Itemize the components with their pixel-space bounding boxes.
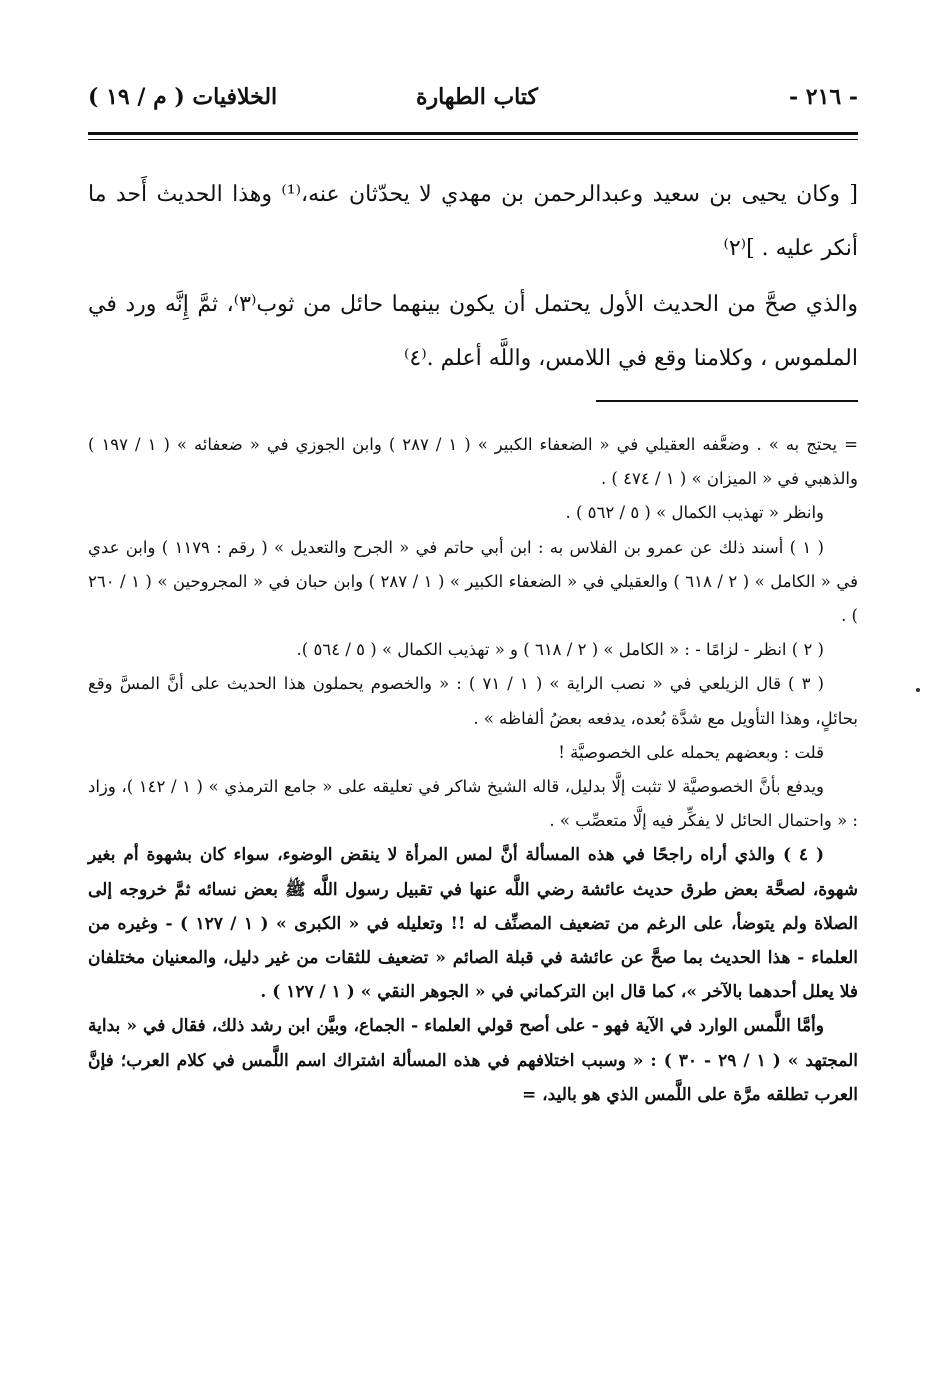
footnote-1: ( ١ ) أسند ذلك عن عمرو بن الفلاس به : ابن أبي حاتم في « الجرح والتعديل » ( رقم : ١١٧٩ ) وابن عدي في « الكامل » ( ٢ / ٦١٨ ) والعقيلي في « الضعفاء الكبير » ( ١ / ٢٨٧ ) وابن حبان في « المجروحين » ( ١ / ٢٦٠ ) . <box>88 537 858 626</box>
footnotes <box>88 428 858 1112</box>
main-text <box>88 168 858 386</box>
header-rule-thick <box>88 132 858 135</box>
page-number: - ٢١٦ - <box>788 84 858 110</box>
main-paragraph-1: [ وكان يحيى بن سعيد وعبدالرحمن بن مهدي لا يحدّثان عنه،⁽¹⁾ وهذا الحديث أَحد ما أنكر عليه . ]⁽٢⁾ <box>88 182 858 261</box>
footnote-4-continued: وأمَّا اللَّمس الوارد في الآية فهو - على أصح قولي العلماء - الجماع، وبيَّن ابن رشد ذلك، فقال في « بداية المجتهد » ( ١ / ٢٩ - ٣٠ ) : « وسبب اختلافهم في هذه المسألة اشتراك اسم اللَّمس في كلام العرب؛ فإنَّ العرب تطلقه مرَّة على اللَّمس الذي هو باليد، = <box>88 1016 858 1105</box>
footnote-2: ( ٢ ) انظر - لزامًا - : « الكامل » ( ٢ / ٦١٨ ) و « تهذيب الكمال » ( ٥ / ٥٦٤ ). <box>296 640 824 660</box>
header-rule-thin <box>88 139 858 140</box>
volume-title: الخلافيات ( م / ١٩ ) <box>88 84 278 110</box>
page-header <box>88 80 858 120</box>
main-paragraph-2: والذي صحَّ من الحديث الأول يحتمل أن يكون بينهما حائل من ثوب⁽٣⁾، ثمَّ إِنَّه ورد في الملموس ، وكلامنا وقع في اللامس، واللَّه أعلم .⁽٤⁾ <box>88 292 858 371</box>
book-title: كتاب الطهارة <box>415 84 538 110</box>
footnote-4: ( ٤ ) والذي أراه راجحًا في هذه المسألة أنَّ لمس المرأة لا ينقض الوضوء، سواء كان بشهوة أم بغير شهوة، لصحَّة بعض طرق حديث عائشة رضي اللَّه عنها في تقبيل رسول اللَّه ﷺ بعض نسائه ثمَّ خروجه إلى الصلاة ولم يتوضأ، على الرغم من تضعيف المصنِّف له !! وتعليله في « الكبرى » ( ١ / ١٢٧ ) - وغيره من العلماء - هذا الحديث بما صحَّ عن عائشة في قبلة الصائم « تضعيف للثقات من غير دليل، والمعنيان مختلفان فلا يعلل أحدهما بالآخر »، كما قال ابن التركماني في « الجوهر النقي » ( ١ / ١٢٧ ) . <box>88 845 859 1003</box>
footnote-3-comment: قلت : وبعضهم يحمله على الخصوصيَّة ! <box>558 742 824 762</box>
footnote-see-also: وانظر « تهذيب الكمال » ( ٥ / ٥٦٢ ) . <box>565 503 824 523</box>
footnote-continuation: = يحتج به » . وضعَّفه العقيلي في « الضعفاء الكبير » ( ١ / ٢٨٧ ) وابن الجوزي في « ضعفائه » ( ١ / ١٩٧ ) والذهبي في « الميزان » ( ١ / ٤٧٤ ) . <box>88 435 858 489</box>
footnote-3-rebuttal: ويدفع بأنَّ الخصوصيَّة لا تثبت إلَّا بدليل، قاله الشيخ شاكر في تعليقه على « جامع الترمذي » ( ١ / ١٤٢ )، وزاد : « واحتمال الحائل لا يفكِّر فيه إلَّا متعصِّب » . <box>88 777 858 831</box>
footnote-separator <box>596 400 858 402</box>
scan-speck <box>916 688 920 692</box>
footnote-3: ( ٣ ) قال الزيلعي في « نصب الراية » ( ١ / ٧١ ) : « والخصوم يحملون هذا الحديث على أنَّ المسَّ وقع بحائلٍ، وهذا التأويل مع شدَّة بُعده، يدفعه بعضُ ألفاظه » . <box>88 674 858 728</box>
